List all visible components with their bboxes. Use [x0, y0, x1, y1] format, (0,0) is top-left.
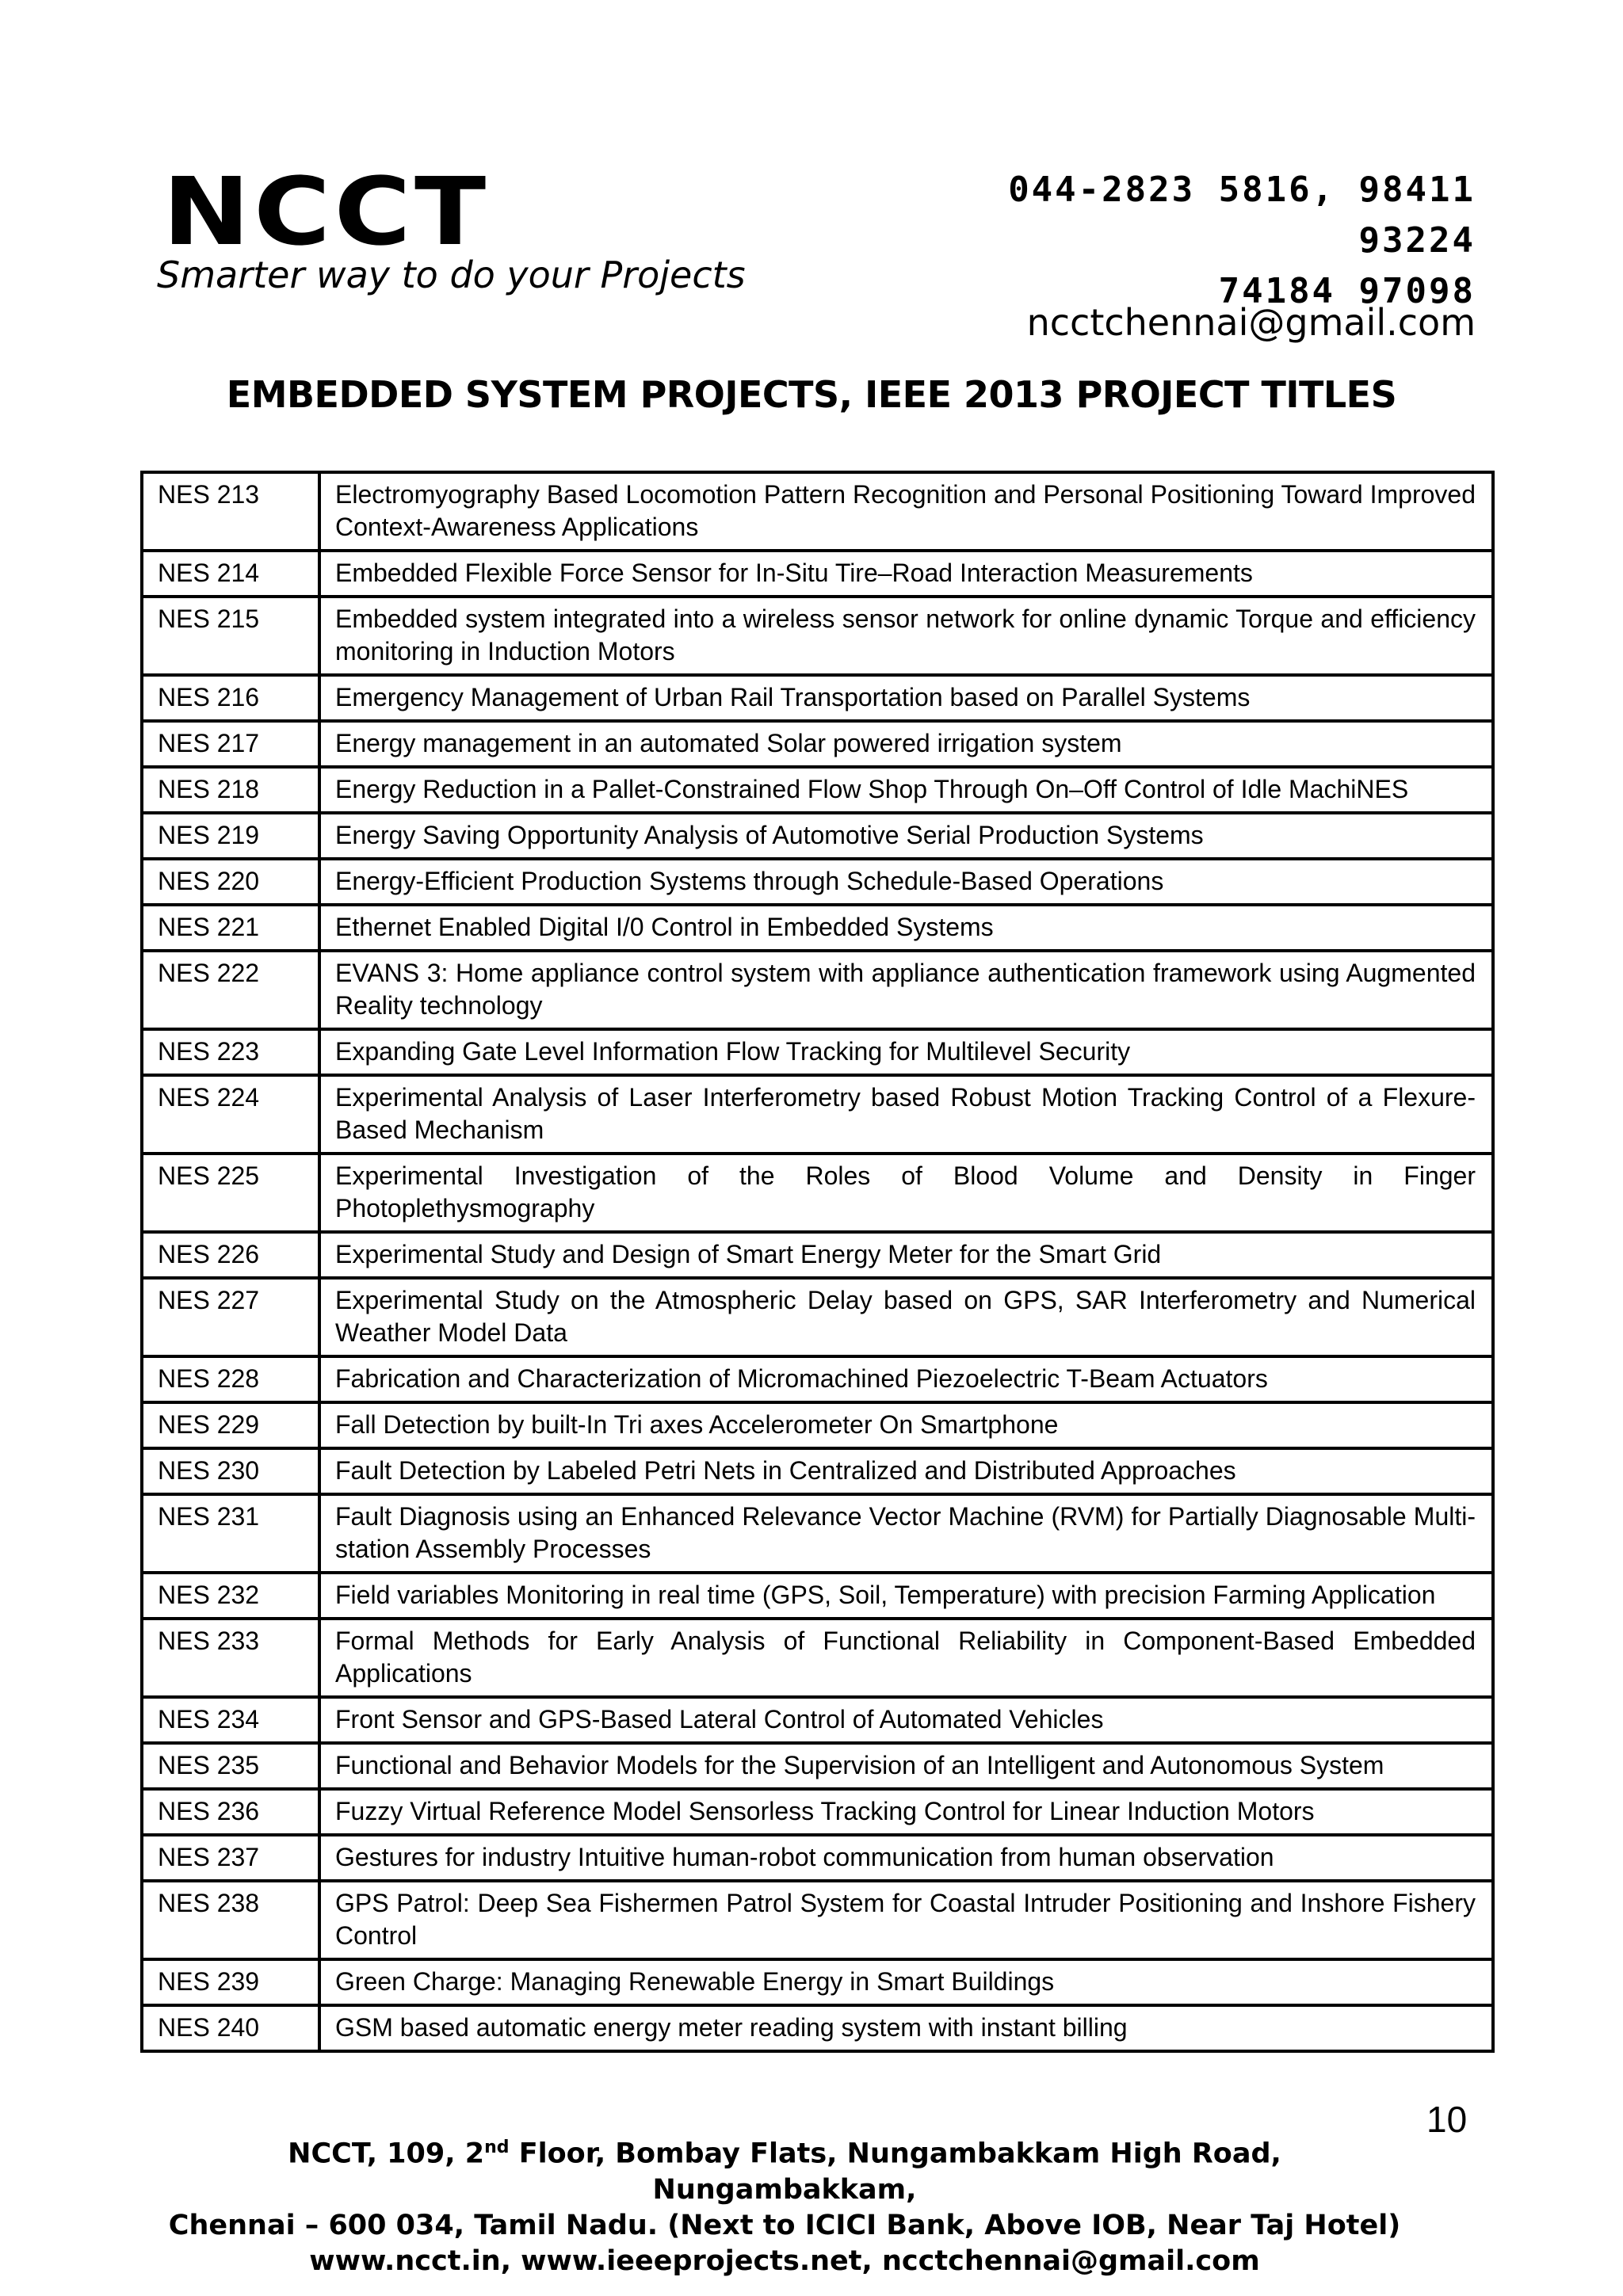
project-code: NES 239: [142, 1959, 319, 2005]
table-row: [142, 813, 1493, 859]
project-title: Experimental Investigation of the Roles of Blood Volume and Density in Finger Photoplethysmography: [319, 1154, 1493, 1232]
project-title: Gestures for industry Intuitive human-robot communication from human observation: [319, 1835, 1493, 1881]
table-row: [142, 859, 1493, 905]
project-title: Functional and Behavior Models for the Supervision of an Intelligent and Autonomous System: [319, 1743, 1493, 1789]
table-row: [142, 675, 1493, 721]
project-code: NES 227: [142, 1278, 319, 1356]
project-code: NES 228: [142, 1356, 319, 1402]
project-code: NES 231: [142, 1494, 319, 1573]
project-title: Fuzzy Virtual Reference Model Sensorless Tracking Control for Linear Induction Motors: [319, 1789, 1493, 1835]
project-title: Experimental Study and Design of Smart Energy Meter for the Smart Grid: [319, 1232, 1493, 1278]
project-code: NES 229: [142, 1402, 319, 1448]
project-code: NES 240: [142, 2005, 319, 2051]
project-code: NES 213: [142, 472, 319, 551]
table-row: [142, 1789, 1493, 1835]
project-code: NES 218: [142, 767, 319, 813]
phone-line-3: 74184 97098: [1218, 271, 1476, 311]
table-row: [142, 721, 1493, 767]
project-code: NES 223: [142, 1029, 319, 1075]
project-title: Field variables Monitoring in real time (GPS, Soil, Temperature) with precision Farming Application: [319, 1573, 1493, 1619]
table-row: [142, 597, 1493, 675]
project-code: NES 216: [142, 675, 319, 721]
project-title: Green Charge: Managing Renewable Energy in Smart Buildings: [319, 1959, 1493, 2005]
table-row: [142, 1494, 1493, 1573]
phone-line-2: 93224: [1358, 220, 1476, 261]
project-title: Fault Detection by Labeled Petri Nets in Centralized and Distributed Approaches: [319, 1448, 1493, 1494]
project-title: Embedded Flexible Force Sensor for In-Situ Tire–Road Interaction Measurements: [319, 551, 1493, 597]
project-code: NES 222: [142, 951, 319, 1029]
project-title: GSM based automatic energy meter reading system with instant billing: [319, 2005, 1493, 2051]
table-row: [142, 767, 1493, 813]
project-code: NES 233: [142, 1619, 319, 1697]
table-row: [142, 551, 1493, 597]
footer-line-2: Chennai – 600 034, Tamil Nadu. (Next to ICICI Bank, Above IOB, Near Taj Hotel): [168, 2209, 1401, 2241]
table-row: [142, 1278, 1493, 1356]
project-code: NES 220: [142, 859, 319, 905]
project-code: NES 214: [142, 551, 319, 597]
table-row: [142, 951, 1493, 1029]
table-row: [142, 1619, 1493, 1697]
table-row: [142, 1154, 1493, 1232]
project-title: Experimental Study on the Atmospheric Delay based on GPS, SAR Interferometry and Numerical Weather Model Data: [319, 1278, 1493, 1356]
table-row: [142, 1402, 1493, 1448]
table-row: [142, 472, 1493, 551]
table-row: [142, 1881, 1493, 1959]
table-row: [142, 1075, 1493, 1154]
project-title: GPS Patrol: Deep Sea Fishermen Patrol System for Coastal Intruder Positioning and Inshore Fishery Control: [319, 1881, 1493, 1959]
project-code: NES 235: [142, 1743, 319, 1789]
table-row: [142, 1573, 1493, 1619]
project-title: EVANS 3: Home appliance control system with appliance authentication framework using Augmented Reality technology: [319, 951, 1493, 1029]
project-title: Experimental Analysis of Laser Interferometry based Robust Motion Tracking Control of a Flexure-Based Mechanism: [319, 1075, 1493, 1154]
table-row: [142, 1232, 1493, 1278]
footer-line-1: NCCT, 109, 2nd Floor, Bombay Flats, Nungambakkam High Road, Nungambakkam,: [288, 2138, 1281, 2206]
project-title: Energy Reduction in a Pallet-Constrained Flow Shop Through On–Off Control of Idle MachiNES: [319, 767, 1493, 813]
table-row: [142, 1448, 1493, 1494]
contact-email: ncctchennai@gmail.com: [1026, 301, 1476, 344]
footer-address: [158, 2130, 1411, 2279]
project-title: Energy Saving Opportunity Analysis of Automotive Serial Production Systems: [319, 813, 1493, 859]
ncct-logo: NCCT: [162, 157, 490, 266]
project-title: Expanding Gate Level Information Flow Tracking for Multilevel Security: [319, 1029, 1493, 1075]
project-code: NES 232: [142, 1573, 319, 1619]
page-title: EMBEDDED SYSTEM PROJECTS, IEEE 2013 PROJECT TITLES: [226, 373, 1397, 416]
project-code: NES 215: [142, 597, 319, 675]
table-row: [142, 1697, 1493, 1743]
project-title: Fault Diagnosis using an Enhanced Relevance Vector Machine (RVM) for Partially Diagnosable Multi-station Assembly Processes: [319, 1494, 1493, 1573]
project-code: NES 226: [142, 1232, 319, 1278]
project-code: NES 225: [142, 1154, 319, 1232]
project-title: Electromyography Based Locomotion Pattern Recognition and Personal Positioning Toward Improved Context-Awareness Applications: [319, 472, 1493, 551]
project-code: NES 237: [142, 1835, 319, 1881]
table-row: [142, 905, 1493, 951]
project-title: Embedded system integrated into a wireless sensor network for online dynamic Torque and efficiency monitoring in Induction Motors: [319, 597, 1493, 675]
project-title: Ethernet Enabled Digital I/0 Control in Embedded Systems: [319, 905, 1493, 951]
project-code: NES 230: [142, 1448, 319, 1494]
project-code: NES 224: [142, 1075, 319, 1154]
table-row: [142, 1356, 1493, 1402]
project-title: Energy-Efficient Production Systems through Schedule-Based Operations: [319, 859, 1493, 905]
tagline: Smarter way to do your Projects: [157, 254, 746, 296]
table-row: [142, 1029, 1493, 1075]
phone-line-1: 044-2823 5816, 98411: [1008, 170, 1476, 210]
project-code: NES 236: [142, 1789, 319, 1835]
table-row: [142, 1743, 1493, 1789]
table-row: [142, 1835, 1493, 1881]
table-row: [142, 1959, 1493, 2005]
project-code: NES 217: [142, 721, 319, 767]
project-title: Formal Methods for Early Analysis of Functional Reliability in Component-Based Embedded Applications: [319, 1619, 1493, 1697]
contact-phones: [905, 165, 1476, 317]
page-number: 10: [1426, 2099, 1468, 2140]
project-title: Fabrication and Characterization of Micromachined Piezoelectric T-Beam Actuators: [319, 1356, 1493, 1402]
project-title: Energy management in an automated Solar powered irrigation system: [319, 721, 1493, 767]
project-titles-table: [140, 471, 1495, 2053]
project-title: Front Sensor and GPS-Based Lateral Control of Automated Vehicles: [319, 1697, 1493, 1743]
footer-line-3: www.ncct.in, www.ieeeprojects.net, ncctchennai@gmail.com: [309, 2245, 1260, 2277]
project-code: NES 238: [142, 1881, 319, 1959]
project-title: Fall Detection by built-In Tri axes Accelerometer On Smartphone: [319, 1402, 1493, 1448]
table-row: [142, 2005, 1493, 2051]
project-code: NES 221: [142, 905, 319, 951]
project-code: NES 219: [142, 813, 319, 859]
project-title: Emergency Management of Urban Rail Transportation based on Parallel Systems: [319, 675, 1493, 721]
project-code: NES 234: [142, 1697, 319, 1743]
